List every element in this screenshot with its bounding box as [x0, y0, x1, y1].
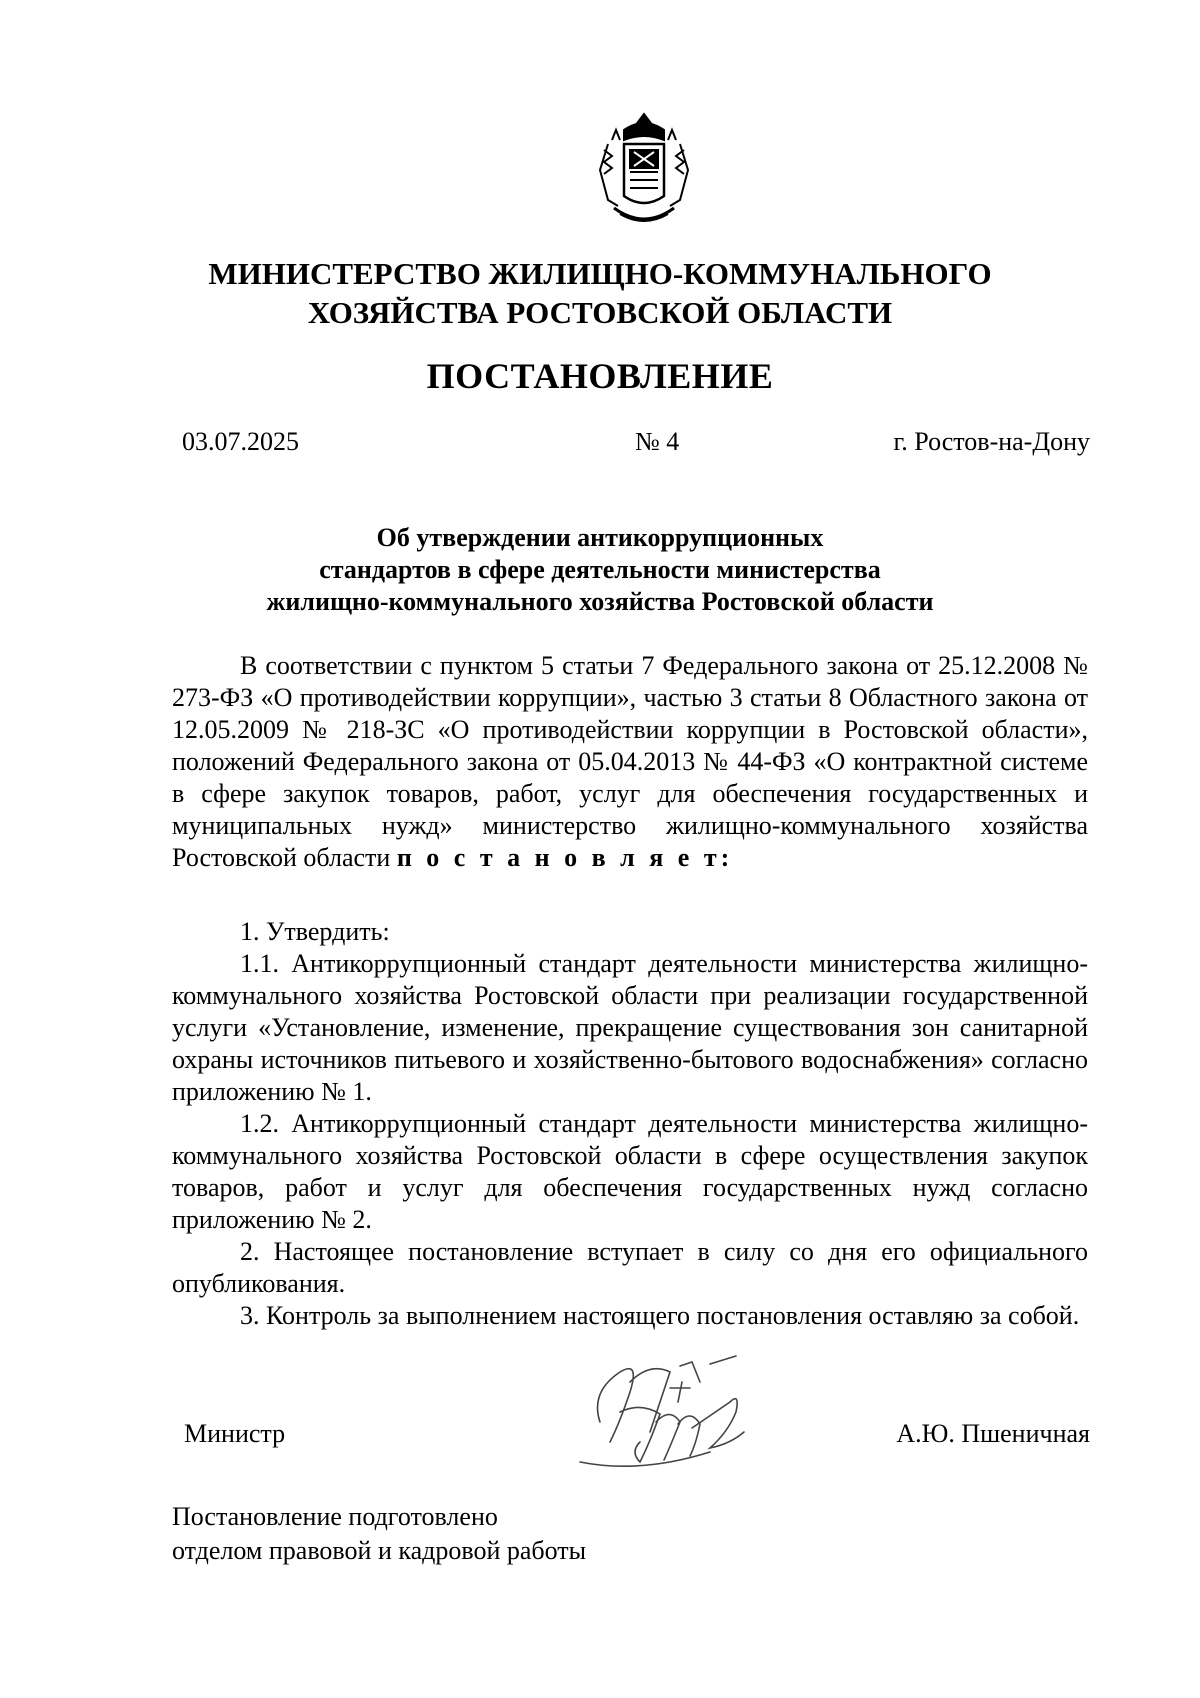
ministry-name-line1: МИНИСТЕРСТВО ЖИЛИЩНО-КОММУНАЛЬНОГО — [208, 256, 992, 291]
signatory-position: Министр — [184, 1419, 286, 1448]
item-3: 3. Контроль за выполнением настоящего постановления оставляю за собой. — [240, 1301, 1080, 1330]
handwritten-signature — [560, 1352, 760, 1482]
subject-line-1: Об утверждении антикоррупционных — [376, 523, 824, 552]
signatory-name: А.Ю. Пшеничная — [896, 1419, 1090, 1448]
item-1-1: 1.1. Антикоррупционный стандарт деятельности министерства жилищно-коммунального хозяйства Ростовской области при реализации государственной услуги «Установление, изменение, прекращение существования зон санитарной охраны источников питьевого и хозяйственно-бытового водоснабжения» согласно приложению № 1. — [172, 949, 1088, 1106]
document-subject — [170, 522, 1030, 618]
decree-word: п о с т а н о в л я е т: — [396, 843, 734, 872]
subject-line-3: жилищно-коммунального хозяйства Ростовской области — [266, 587, 934, 616]
subject-line-2: стандартов в сфере деятельности министерства — [319, 555, 881, 584]
ministry-name-line2: ХОЗЯЙСТВА РОСТОВСКОЙ ОБЛАСТИ — [307, 295, 893, 330]
document-type-title: ПОСТАНОВЛЕНИЕ — [426, 356, 774, 396]
prepared-line-1: Постановление подготовлено — [172, 1502, 498, 1531]
coat-of-arms-emblem — [594, 110, 694, 234]
item-1: 1. Утвердить: — [240, 917, 390, 946]
preamble-text: В соответствии с пунктом 5 статьи 7 Федерального закона от 25.12.2008 № 273-ФЗ «О противодействии коррупции», частью 3 статьи 8 Областного закона от 12.05.2009 № 218-ЗС «О противодействии коррупции в Ростовской области», положений Федерального закона от 05.04.2013 № 44-ФЗ «О контрактной системе в сфере закупок товаров, работ, услуг для обеспечения государственных и муниципальных нужд» министерство жилищно-коммунального хозяйства Ростовской области — [172, 651, 1088, 872]
document-number: № 4 — [635, 427, 680, 456]
decree-items — [172, 916, 1088, 1332]
prepared-by-note — [172, 1500, 586, 1568]
item-2: 2. Настоящее постановление вступает в силу со дня его официального опубликования. — [172, 1237, 1088, 1298]
item-1-2: 1.2. Антикоррупционный стандарт деятельности министерства жилищно-коммунального хозяйства Ростовской области в сфере осуществления закупок товаров, работ и услуг для обеспечения государственных нужд согласно приложению № 2. — [172, 1109, 1088, 1234]
prepared-line-2: отделом правовой и кадровой работы — [172, 1536, 587, 1565]
preamble-paragraph — [172, 650, 1088, 874]
document-place: г. Ростов-на-Дону — [893, 427, 1090, 456]
document-date: 03.07.2025 — [182, 427, 299, 456]
